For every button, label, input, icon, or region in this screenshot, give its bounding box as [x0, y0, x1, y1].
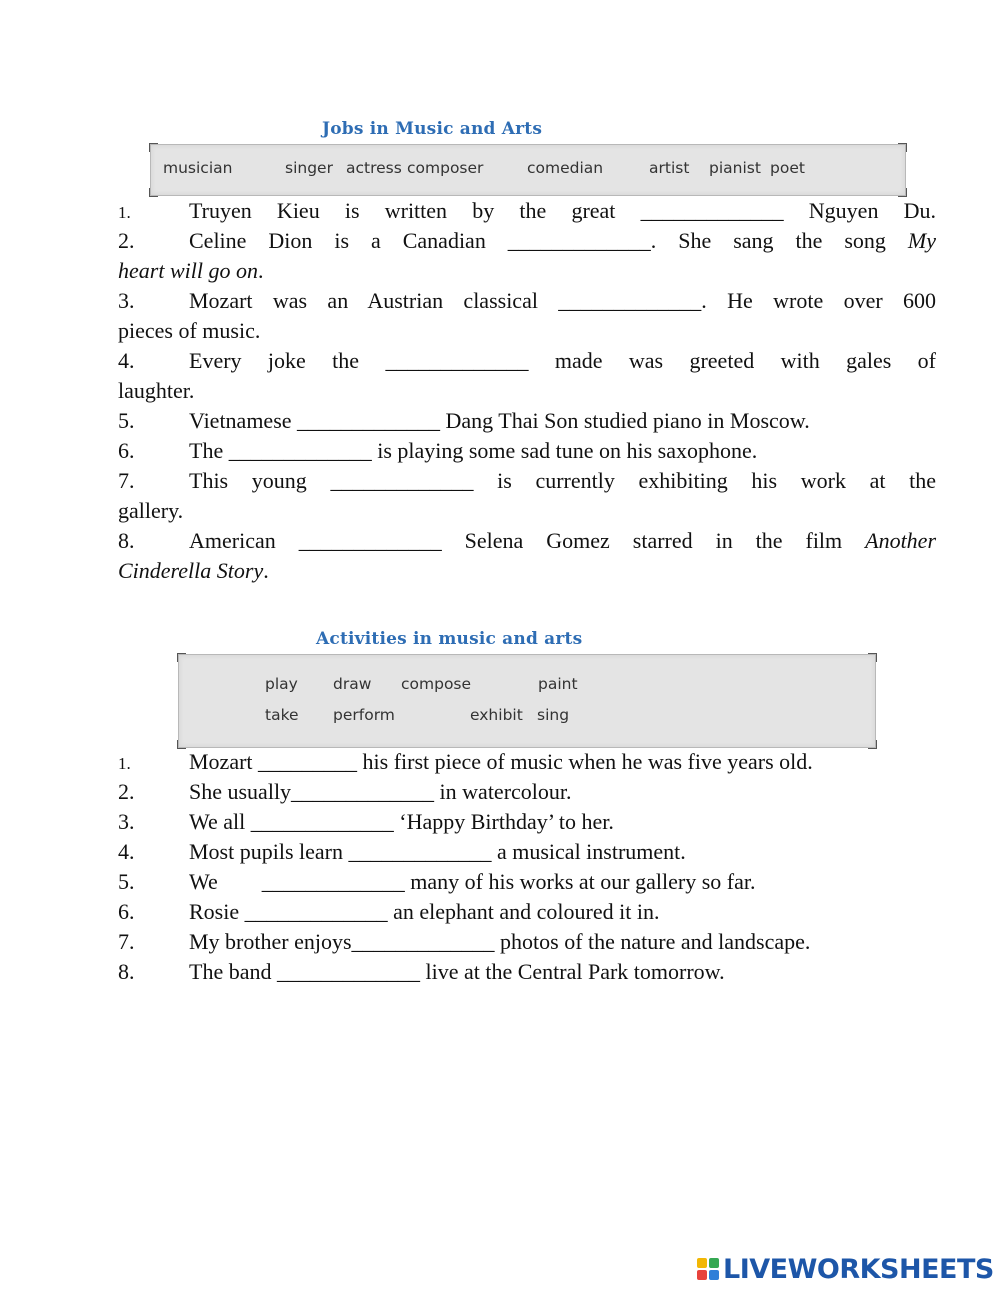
item-number: 4. — [118, 348, 135, 373]
item-number: 3. — [118, 809, 135, 834]
word-bank-item: sing — [537, 706, 570, 724]
exercise-sentence[interactable]: My brother enjoys_____________ photos of the nature and landscape. — [189, 929, 811, 954]
exercise-sentence[interactable]: Rosie _____________ an elephant and coloured it in. — [189, 899, 660, 924]
item-number: 5. — [118, 408, 135, 433]
word-bank-item: draw — [333, 675, 372, 693]
item-number: 8. — [118, 959, 135, 984]
section-title-activities: Activities in music and arts — [316, 629, 583, 649]
exercise-sentence: Truyen Kieu is written by the great _____________ Nguyen Du. — [189, 198, 937, 223]
exercise-sentence: Celine Dion is a Canadian _____________. She sang the song My — [189, 228, 936, 253]
item-number: 2. — [118, 779, 135, 804]
word-bank-item: play — [265, 675, 298, 693]
exercise-sentence: This young _____________ is currently exhibiting his work at the — [189, 468, 937, 493]
word-bank-item: artist — [649, 159, 690, 177]
logo-mark-icon — [697, 1258, 719, 1280]
word-bank-item: pianist — [709, 159, 761, 177]
word-bank-item: exhibit — [470, 706, 523, 724]
exercise-sentence: American _____________ Selena Gomez starred in the film Another — [189, 528, 937, 553]
exercise-sentence: Mozart was an Austrian classical _____________. He wrote over 600 — [189, 288, 936, 313]
word-bank-item: actress — [346, 159, 402, 177]
section-title-jobs: Jobs in Music and Arts — [322, 119, 543, 139]
answer-blank[interactable]: _____________ — [330, 468, 474, 493]
logo-square — [709, 1258, 719, 1268]
exercise-sentence-continued: pieces of music. — [118, 318, 261, 343]
item-number: 2. — [118, 228, 135, 253]
item-number: 7. — [118, 468, 135, 493]
item-number: 7. — [118, 929, 135, 954]
word-bank-item: take — [265, 706, 299, 724]
exercise-sentence-continued: heart will go on. — [118, 258, 264, 283]
word-bank-item: comedian — [527, 159, 604, 177]
word-bank-item: compose — [401, 675, 472, 693]
item-number: 3. — [118, 288, 135, 313]
exercise-sentence[interactable]: We all _____________ ‘Happy Birthday’ to her. — [189, 809, 614, 834]
exercise-sentence-continued: Cinderella Story. — [118, 558, 269, 583]
word-bank-item: poet — [770, 159, 805, 177]
exercise-sentence[interactable]: Mozart _________ his first piece of music when he was five years old. — [189, 749, 813, 774]
exercise-sentence: Every joke the _____________ made was greeted with gales of — [189, 348, 937, 373]
answer-blank[interactable]: _____________ — [640, 198, 784, 223]
answer-blank[interactable]: _____________ — [297, 408, 441, 433]
item-number: 6. — [118, 438, 135, 463]
item-number: 4. — [118, 839, 135, 864]
exercise-sentence[interactable]: She usually_____________ in watercolour. — [189, 779, 572, 804]
item-number: 1. — [118, 203, 131, 222]
exercise-sentence[interactable]: Most pupils learn _____________ a musical instrument. — [189, 839, 686, 864]
word-bank-item: perform — [333, 706, 395, 724]
answer-blank[interactable]: _____________ — [298, 528, 442, 553]
answer-blank[interactable]: _____________ — [558, 288, 702, 313]
item-number: 1. — [118, 754, 131, 773]
answer-blank[interactable]: _____________ — [228, 438, 372, 463]
word-bank-item: musician — [163, 159, 233, 177]
word-bank-item: singer — [285, 159, 333, 177]
answer-blank[interactable]: _____________ — [507, 228, 651, 253]
exercise-sentence[interactable]: The band _____________ live at the Central Park tomorrow. — [189, 959, 725, 984]
liveworksheets-logo — [697, 1254, 994, 1284]
exercise-sentence-continued: gallery. — [118, 498, 184, 523]
item-number: 6. — [118, 899, 135, 924]
item-number: 5. — [118, 869, 135, 894]
word-bank-item: composer — [407, 159, 484, 177]
answer-blank[interactable]: _____________ — [385, 348, 529, 373]
logo-square — [697, 1270, 707, 1280]
exercise-sentence: Vietnamese _____________ Dang Thai Son studied piano in Moscow. — [189, 408, 810, 433]
logo-square — [709, 1270, 719, 1280]
logo-text: LIVEWORKSHEETS — [723, 1253, 994, 1285]
exercise-sentence: The _____________ is playing some sad tune on his saxophone. — [189, 438, 758, 463]
logo-square — [697, 1258, 707, 1268]
exercise-sentence-continued: laughter. — [118, 378, 195, 403]
exercise-sentence[interactable]: We _____________ many of his works at our gallery so far. — [189, 869, 756, 894]
item-number: 8. — [118, 528, 135, 553]
word-bank-activities — [178, 654, 876, 748]
word-bank-jobs — [150, 144, 906, 196]
word-bank-item: paint — [538, 675, 578, 693]
